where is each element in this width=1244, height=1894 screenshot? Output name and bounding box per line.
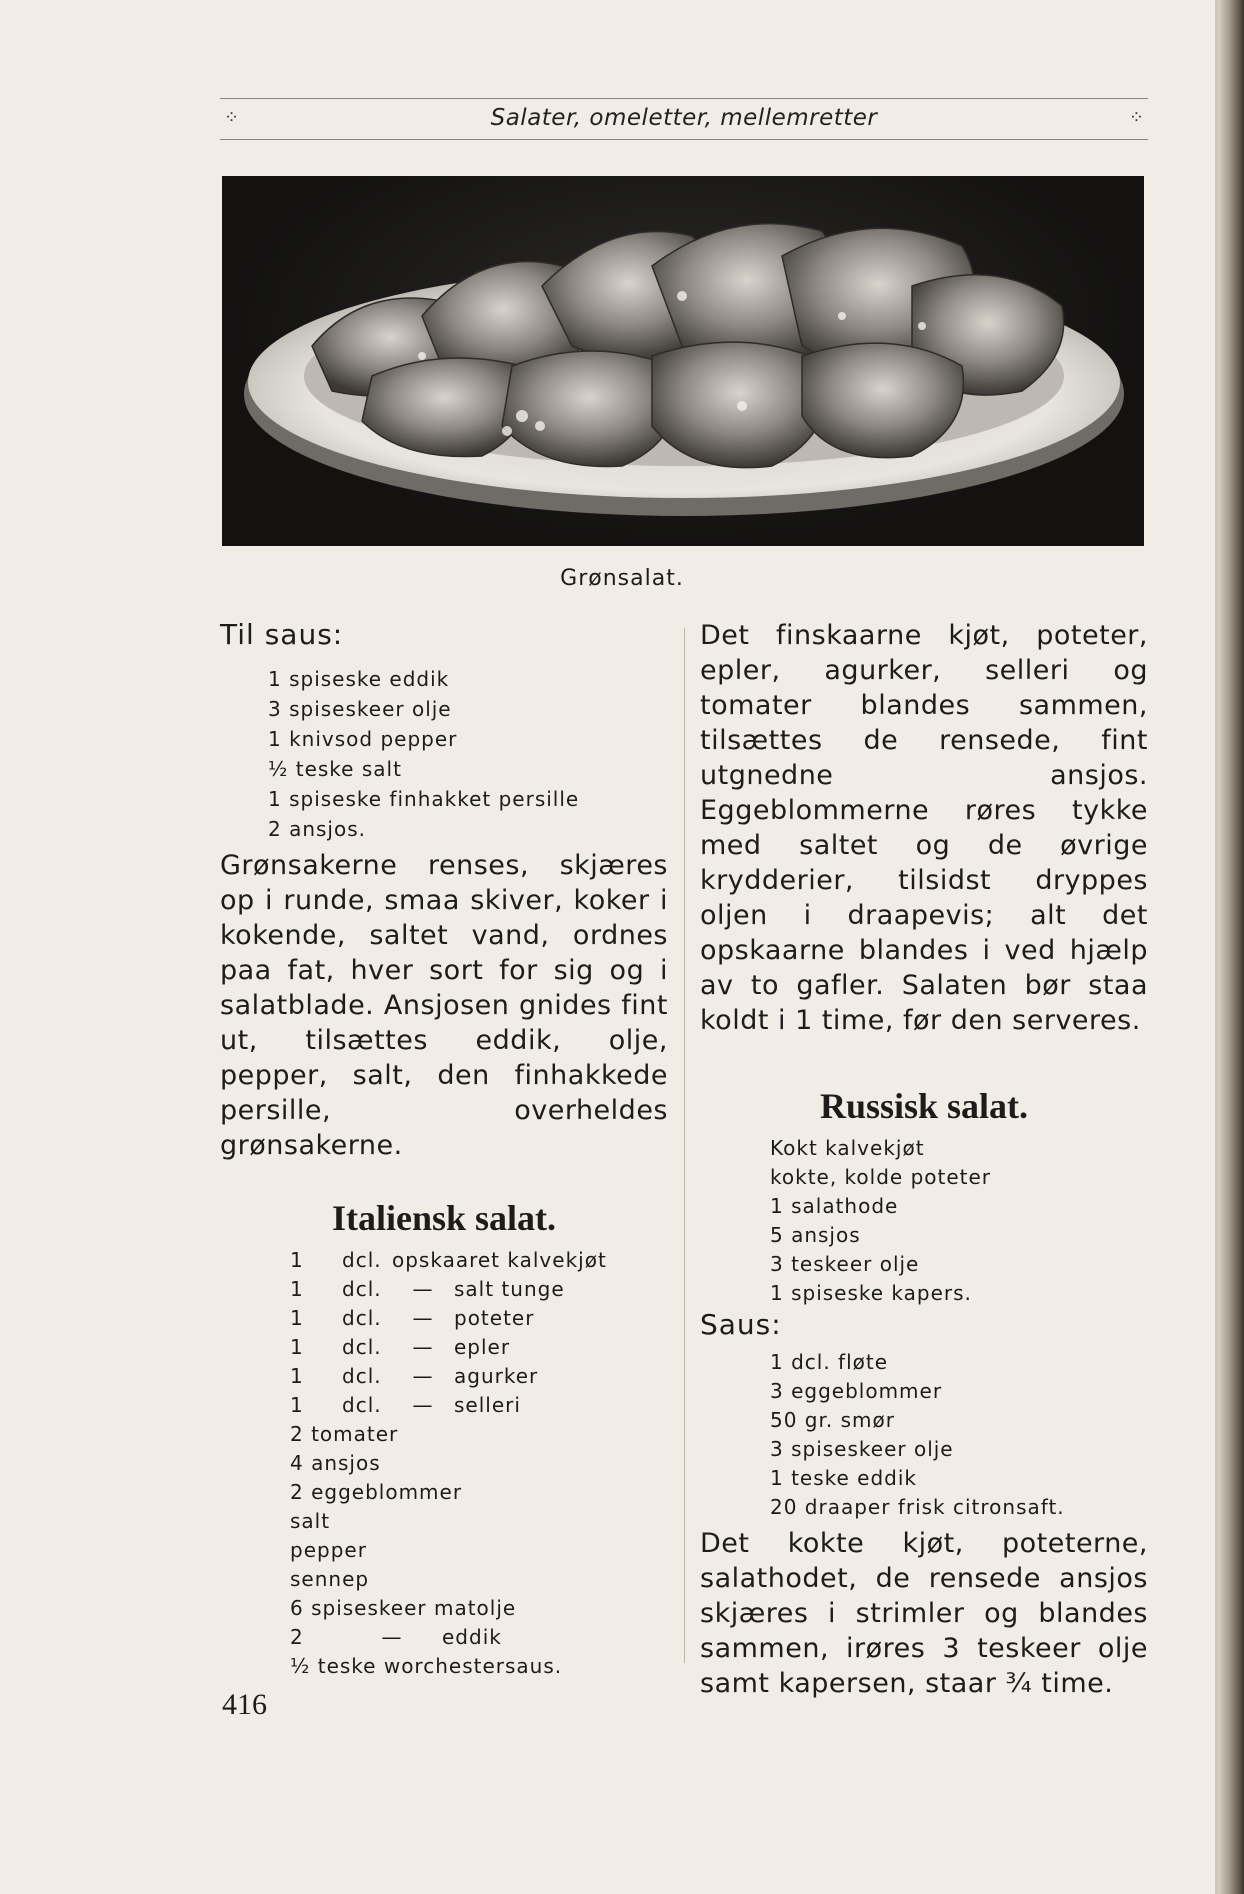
item-name: salt tunge [454, 1277, 565, 1301]
qty: 1 [290, 1277, 304, 1301]
unit: dcl. [342, 1393, 382, 1417]
russisk-sauce-heading: Saus: [700, 1308, 782, 1341]
sauce-heading: Til saus: [220, 618, 344, 651]
list-item: pepper [290, 1538, 367, 1562]
unit: dcl. [342, 1335, 382, 1359]
ditto-dash: — [412, 1306, 434, 1330]
list-item: 6 spiseskeer matolje [290, 1596, 517, 1620]
salad-platter-illustration [222, 176, 1144, 546]
russisk-ingredients [700, 1134, 1148, 1308]
item-name: agurker [454, 1364, 539, 1388]
list-item: ½ teske worchestersaus. [290, 1654, 563, 1678]
russisk-salat-title: Russisk salat. [819, 1086, 1029, 1126]
list-item: 1 salathode [770, 1194, 899, 1218]
left-column [220, 618, 668, 1681]
running-header [220, 98, 1148, 140]
item [412, 1333, 642, 1362]
list-item: 1 teske eddik [770, 1466, 918, 1490]
ditto-dash: — [381, 1625, 403, 1649]
item [412, 1362, 642, 1391]
item: opskaaret kalvekjøt [392, 1248, 607, 1272]
salad-photo [222, 176, 1144, 546]
qty: 1 [290, 1364, 304, 1388]
right-column [700, 618, 1148, 1728]
item [412, 1304, 642, 1333]
list-item: 3 eggeblommer [770, 1379, 943, 1403]
list-item: 1 spiseske kapers. [770, 1281, 972, 1305]
list-item: 3 spiseskeer olje [770, 1437, 954, 1461]
list-item: 1 spiseske eddik [268, 667, 450, 691]
list-item: 5 ansjos [770, 1223, 861, 1247]
list-item: Kokt kalvekjøt [770, 1136, 925, 1160]
item-name: selleri [454, 1393, 521, 1417]
running-header-title: Salater, omeletter, mellemretter [490, 105, 878, 131]
list-item: kokte, kolde poteter [770, 1165, 992, 1189]
unit: dcl. [342, 1277, 382, 1301]
ditto-dash: — [412, 1335, 434, 1359]
sauce-ingredient-list [220, 664, 668, 844]
italiensk-salat-title: Italiensk salat. [331, 1198, 557, 1238]
item-name: poteter [454, 1306, 535, 1330]
unit: dcl. [342, 1306, 382, 1330]
photo-caption: Grønsalat. [560, 566, 684, 591]
page-number: 416 [222, 1688, 267, 1721]
item: eddik [442, 1625, 502, 1649]
item [412, 1391, 642, 1420]
list-item: 1 spiseske finhakket persille [268, 787, 580, 811]
qty: 1 [290, 1248, 304, 1272]
russisk-sauce-ingredients [700, 1348, 1148, 1522]
ornament-left-icon: ⁘ [224, 107, 240, 128]
qty: 1 [290, 1335, 304, 1359]
item [412, 1275, 642, 1304]
list-item: salt [290, 1509, 331, 1533]
list-item: 2 eggeblommer [290, 1480, 463, 1504]
italiensk-measured-ingredients [220, 1246, 668, 1420]
ornament-right-icon: ⁘ [1128, 107, 1144, 128]
item-name: epler [454, 1335, 511, 1359]
list-item: sennep [290, 1567, 370, 1591]
unit: dcl. [342, 1364, 382, 1388]
list-item: 1 knivsod pepper [268, 727, 458, 751]
list-item: 50 gr. smør [770, 1408, 895, 1432]
list-item: 2 tomater [290, 1422, 399, 1446]
italiensk-other-ingredients [220, 1420, 668, 1681]
list-item-vinegar [290, 1623, 668, 1652]
list-item: ½ teske salt [268, 757, 402, 781]
list-item: 3 spiseskeer olje [268, 697, 452, 721]
qty: 2 [290, 1625, 304, 1649]
unit: dcl. [342, 1248, 382, 1272]
list-item: 1 dcl. fløte [770, 1350, 889, 1374]
gronsalat-instructions: Grønsakerne renses, skjæres op i runde, smaa skiver, koker i kokende, saltet vand, ordnes paa fat, hver sort for sig og i salatblade. Ansjosen gnides fint ut, tilsættes eddik, olje, pepper, salt, den finhakkede persille, overheldes grønsakerne. [220, 850, 668, 1161]
list-item: 20 draaper frisk citronsaft. [770, 1495, 1065, 1519]
italiensk-instructions: Det finskaarne kjøt, poteter, epler, agurker, selleri og tomater blandes sammen, tilsættes de rensede, fint utgnedne ansjos. Eggeblommerne røres tykke med saltet og de øvrige krydderier, tilsidst dryppes oljen i draapevis; alt det opskaarne blandes i ved hjælp av to gafler. Salaten bør staa koldt i 1 time, før den serveres. [700, 620, 1148, 1036]
qty: 1 [290, 1393, 304, 1417]
qty: 1 [290, 1306, 304, 1330]
ditto-dash: — [412, 1393, 434, 1417]
page-edge-shadow [1218, 0, 1244, 1894]
russisk-instructions: Det kokte kjøt, poteterne, salathodet, de rensede ansjos skjæres i strimler og blandes sammen, irøres 3 teskeer olje samt kapersen, staar ¾ time. [700, 1528, 1148, 1699]
ditto-dash: — [412, 1364, 434, 1388]
list-item: 4 ansjos [290, 1451, 381, 1475]
column-divider [684, 628, 685, 1663]
list-item: 2 ansjos. [268, 817, 367, 841]
ditto-dash: — [412, 1277, 434, 1301]
list-item: 3 teskeer olje [770, 1252, 920, 1276]
